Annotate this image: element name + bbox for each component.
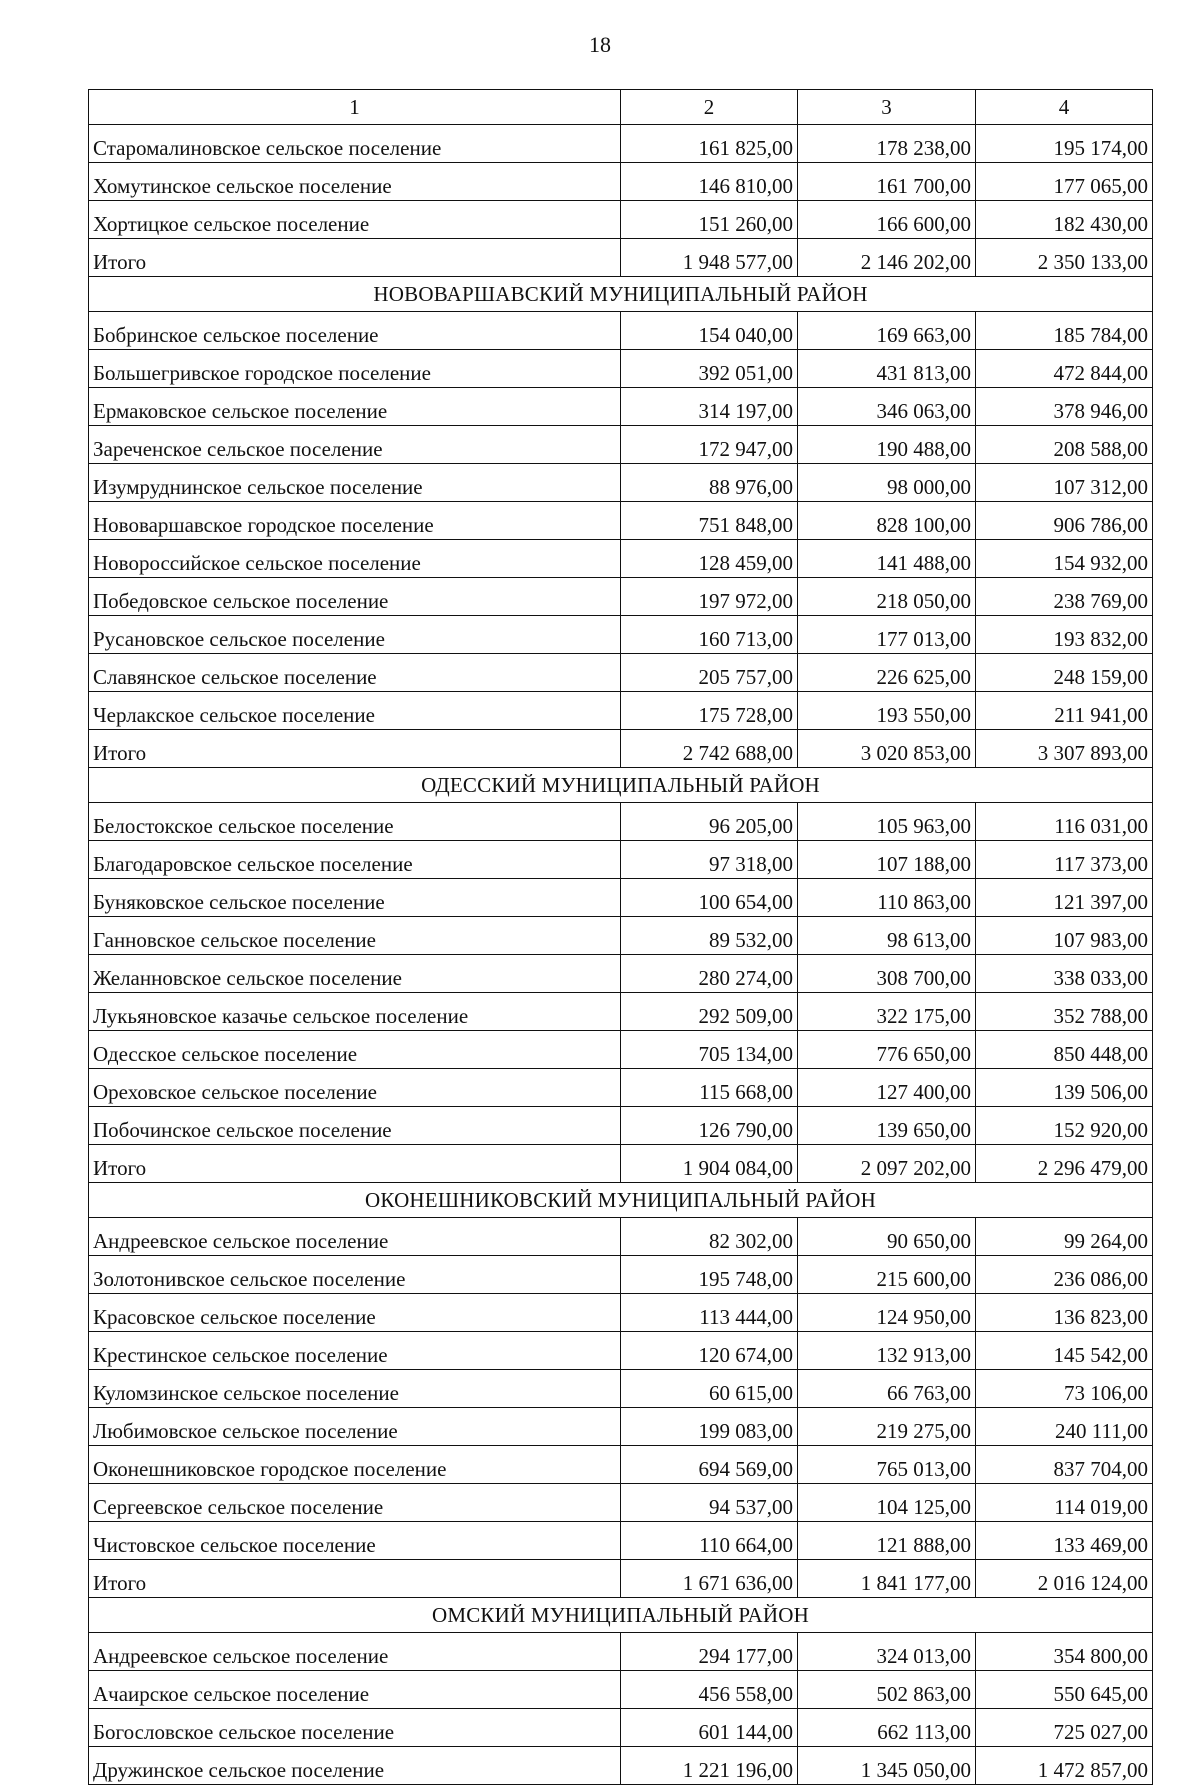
value-col3: 2 097 202,00 [798,1145,976,1183]
value-col2: 392 051,00 [621,350,798,388]
value-col4: 550 645,00 [976,1671,1153,1709]
table-row [89,692,1153,730]
value-col2: 280 274,00 [621,955,798,993]
table-row [89,1332,1153,1370]
page-number: 18 [589,32,611,57]
settlement-name: Итого [89,730,621,768]
table-row [89,1294,1153,1332]
value-col2: 694 569,00 [621,1446,798,1484]
value-col3: 322 175,00 [798,993,976,1031]
total-row [89,239,1153,277]
district-title: НОВОВАРШАВСКИЙ МУНИЦИПАЛЬНЫЙ РАЙОН [89,277,1153,312]
value-col4: 240 111,00 [976,1408,1153,1446]
value-col3: 1 841 177,00 [798,1560,976,1598]
settlement-name: Бобринское сельское поселение [89,312,621,350]
value-col3: 226 625,00 [798,654,976,692]
value-col2: 751 848,00 [621,502,798,540]
value-col4: 145 542,00 [976,1332,1153,1370]
settlement-name: Большегривское городское поселение [89,350,621,388]
value-col3: 98 000,00 [798,464,976,502]
settlement-name: Черлакское сельское поселение [89,692,621,730]
value-col4: 152 920,00 [976,1107,1153,1145]
table-row [89,350,1153,388]
table-row [89,654,1153,692]
value-col3: 166 600,00 [798,201,976,239]
value-col2: 100 654,00 [621,879,798,917]
value-col3: 308 700,00 [798,955,976,993]
value-col4: 906 786,00 [976,502,1153,540]
value-col4: 236 086,00 [976,1256,1153,1294]
table-row [89,841,1153,879]
settlement-name: Нововаршавское городское поселение [89,502,621,540]
settlement-name: Буняковское сельское поселение [89,879,621,917]
value-col3: 98 613,00 [798,917,976,955]
table-row [89,502,1153,540]
table-row [89,917,1153,955]
value-col2: 151 260,00 [621,201,798,239]
total-row [89,730,1153,768]
table-row [89,1633,1153,1671]
settlement-name: Победовское сельское поселение [89,578,621,616]
value-col2: 110 664,00 [621,1522,798,1560]
value-col3: 2 146 202,00 [798,239,976,277]
value-col4: 116 031,00 [976,803,1153,841]
value-col4: 177 065,00 [976,163,1153,201]
table-row [89,1446,1153,1484]
value-col2: 1 671 636,00 [621,1560,798,1598]
value-col4: 154 932,00 [976,540,1153,578]
table-row [89,1671,1153,1709]
value-col3: 110 863,00 [798,879,976,917]
table-row [89,163,1153,201]
value-col3: 132 913,00 [798,1332,976,1370]
settlement-name: Любимовское сельское поселение [89,1408,621,1446]
value-col2: 120 674,00 [621,1332,798,1370]
settlement-name: Благодаровское сельское поселение [89,841,621,879]
value-col2: 88 976,00 [621,464,798,502]
table-row [89,312,1153,350]
header-row [89,90,1153,125]
table-row [89,1069,1153,1107]
value-col2: 172 947,00 [621,426,798,464]
district-header-row [89,1598,1153,1633]
value-col3: 178 238,00 [798,125,976,163]
value-col2: 294 177,00 [621,1633,798,1671]
value-col2: 154 040,00 [621,312,798,350]
value-col2: 115 668,00 [621,1069,798,1107]
column-header: 1 [89,90,621,125]
table-row [89,464,1153,502]
table-row [89,1709,1153,1747]
settlement-name: Ореховское сельское поселение [89,1069,621,1107]
value-col3: 431 813,00 [798,350,976,388]
value-col2: 1 221 196,00 [621,1747,798,1785]
value-col2: 1 904 084,00 [621,1145,798,1183]
settlement-name: Красовское сельское поселение [89,1294,621,1332]
column-header: 2 [621,90,798,125]
table-row [89,993,1153,1031]
budget-table [88,89,1153,1785]
settlement-name: Хортицкое сельское поселение [89,201,621,239]
value-col4: 2 016 124,00 [976,1560,1153,1598]
table-body [89,90,1153,1785]
value-col3: 765 013,00 [798,1446,976,1484]
value-col2: 160 713,00 [621,616,798,654]
table-row [89,578,1153,616]
value-col4: 114 019,00 [976,1484,1153,1522]
value-col2: 82 302,00 [621,1218,798,1256]
value-col4: 195 174,00 [976,125,1153,163]
value-col2: 205 757,00 [621,654,798,692]
value-col4: 117 373,00 [976,841,1153,879]
settlement-name: Дружинское сельское поселение [89,1747,621,1785]
settlement-name: Оконешниковское городское поселение [89,1446,621,1484]
value-col4: 378 946,00 [976,388,1153,426]
value-col3: 127 400,00 [798,1069,976,1107]
settlement-name: Одесское сельское поселение [89,1031,621,1069]
value-col4: 2 296 479,00 [976,1145,1153,1183]
settlement-name: Итого [89,1145,621,1183]
value-col4: 850 448,00 [976,1031,1153,1069]
table-row [89,803,1153,841]
value-col4: 185 784,00 [976,312,1153,350]
settlement-name: Итого [89,239,621,277]
district-header-row [89,768,1153,803]
value-col4: 238 769,00 [976,578,1153,616]
settlement-name: Изумруднинское сельское поселение [89,464,621,502]
value-col3: 324 013,00 [798,1633,976,1671]
value-col4: 73 106,00 [976,1370,1153,1408]
table-row [89,388,1153,426]
value-col3: 190 488,00 [798,426,976,464]
value-col3: 139 650,00 [798,1107,976,1145]
value-col3: 90 650,00 [798,1218,976,1256]
value-col2: 146 810,00 [621,163,798,201]
value-col3: 124 950,00 [798,1294,976,1332]
value-col3: 105 963,00 [798,803,976,841]
value-col2: 1 948 577,00 [621,239,798,277]
value-col4: 121 397,00 [976,879,1153,917]
table-row [89,1370,1153,1408]
district-title: ОДЕССКИЙ МУНИЦИПАЛЬНЫЙ РАЙОН [89,768,1153,803]
table-row [89,879,1153,917]
value-col4: 352 788,00 [976,993,1153,1031]
settlement-name: Андреевское сельское поселение [89,1218,621,1256]
value-col2: 175 728,00 [621,692,798,730]
value-col2: 128 459,00 [621,540,798,578]
value-col3: 161 700,00 [798,163,976,201]
table-row [89,426,1153,464]
settlement-name: Русановское сельское поселение [89,616,621,654]
settlement-name: Лукьяновское казачье сельское поселение [89,993,621,1031]
value-col2: 199 083,00 [621,1408,798,1446]
value-col3: 121 888,00 [798,1522,976,1560]
settlement-name: Побочинское сельское поселение [89,1107,621,1145]
settlement-name: Славянское сельское поселение [89,654,621,692]
value-col4: 133 469,00 [976,1522,1153,1560]
value-col2: 705 134,00 [621,1031,798,1069]
value-col4: 182 430,00 [976,201,1153,239]
district-title: ОКОНЕШНИКОВСКИЙ МУНИЦИПАЛЬНЫЙ РАЙОН [89,1183,1153,1218]
value-col4: 193 832,00 [976,616,1153,654]
value-col2: 96 205,00 [621,803,798,841]
settlement-name: Хомутинское сельское поселение [89,163,621,201]
value-col4: 1 472 857,00 [976,1747,1153,1785]
settlement-name: Старомалиновское сельское поселение [89,125,621,163]
value-col4: 139 506,00 [976,1069,1153,1107]
value-col2: 292 509,00 [621,993,798,1031]
value-col3: 193 550,00 [798,692,976,730]
settlement-name: Сергеевское сельское поселение [89,1484,621,1522]
value-col4: 725 027,00 [976,1709,1153,1747]
value-col2: 601 144,00 [621,1709,798,1747]
value-col4: 3 307 893,00 [976,730,1153,768]
table-row [89,1256,1153,1294]
value-col3: 66 763,00 [798,1370,976,1408]
value-col2: 113 444,00 [621,1294,798,1332]
value-col3: 502 863,00 [798,1671,976,1709]
value-col2: 161 825,00 [621,125,798,163]
settlement-name: Зареченское сельское поселение [89,426,621,464]
value-col4: 211 941,00 [976,692,1153,730]
value-col3: 141 488,00 [798,540,976,578]
value-col4: 837 704,00 [976,1446,1153,1484]
value-col3: 215 600,00 [798,1256,976,1294]
value-col3: 219 275,00 [798,1408,976,1446]
value-col4: 208 588,00 [976,426,1153,464]
table-row [89,1484,1153,1522]
settlement-name: Ганновское сельское поселение [89,917,621,955]
settlement-name: Ачаирское сельское поселение [89,1671,621,1709]
value-col3: 218 050,00 [798,578,976,616]
settlement-name: Желанновское сельское поселение [89,955,621,993]
value-col2: 314 197,00 [621,388,798,426]
value-col2: 195 748,00 [621,1256,798,1294]
value-col2: 456 558,00 [621,1671,798,1709]
value-col3: 662 113,00 [798,1709,976,1747]
value-col4: 354 800,00 [976,1633,1153,1671]
value-col3: 776 650,00 [798,1031,976,1069]
value-col2: 89 532,00 [621,917,798,955]
value-col3: 828 100,00 [798,502,976,540]
district-header-row [89,277,1153,312]
settlement-name: Куломзинское сельское поселение [89,1370,621,1408]
value-col2: 126 790,00 [621,1107,798,1145]
value-col3: 104 125,00 [798,1484,976,1522]
district-title: ОМСКИЙ МУНИЦИПАЛЬНЫЙ РАЙОН [89,1598,1153,1633]
value-col4: 136 823,00 [976,1294,1153,1332]
value-col4: 2 350 133,00 [976,239,1153,277]
total-row [89,1145,1153,1183]
table-row [89,1522,1153,1560]
settlement-name: Белостокское сельское поселение [89,803,621,841]
column-header: 3 [798,90,976,125]
settlement-name: Крестинское сельское поселение [89,1332,621,1370]
table-row [89,125,1153,163]
value-col2: 97 318,00 [621,841,798,879]
value-col3: 177 013,00 [798,616,976,654]
value-col3: 169 663,00 [798,312,976,350]
value-col3: 3 020 853,00 [798,730,976,768]
column-header: 4 [976,90,1153,125]
value-col2: 197 972,00 [621,578,798,616]
settlement-name: Чистовское сельское поселение [89,1522,621,1560]
table-row [89,1031,1153,1069]
table-row [89,1408,1153,1446]
value-col4: 99 264,00 [976,1218,1153,1256]
table-row [89,1107,1153,1145]
table-row [89,1747,1153,1785]
value-col4: 338 033,00 [976,955,1153,993]
table-row [89,616,1153,654]
value-col3: 346 063,00 [798,388,976,426]
settlement-name: Золотонивское сельское поселение [89,1256,621,1294]
value-col4: 107 983,00 [976,917,1153,955]
total-row [89,1560,1153,1598]
table-row [89,1218,1153,1256]
district-header-row [89,1183,1153,1218]
table-row [89,540,1153,578]
value-col3: 1 345 050,00 [798,1747,976,1785]
settlement-name: Ермаковское сельское поселение [89,388,621,426]
value-col2: 2 742 688,00 [621,730,798,768]
value-col3: 107 188,00 [798,841,976,879]
value-col2: 94 537,00 [621,1484,798,1522]
value-col4: 472 844,00 [976,350,1153,388]
table-row [89,201,1153,239]
table-row [89,955,1153,993]
settlement-name: Богословское сельское поселение [89,1709,621,1747]
settlement-name: Новороссийское сельское поселение [89,540,621,578]
settlement-name: Итого [89,1560,621,1598]
settlement-name: Андреевское сельское поселение [89,1633,621,1671]
value-col4: 107 312,00 [976,464,1153,502]
value-col2: 60 615,00 [621,1370,798,1408]
value-col4: 248 159,00 [976,654,1153,692]
